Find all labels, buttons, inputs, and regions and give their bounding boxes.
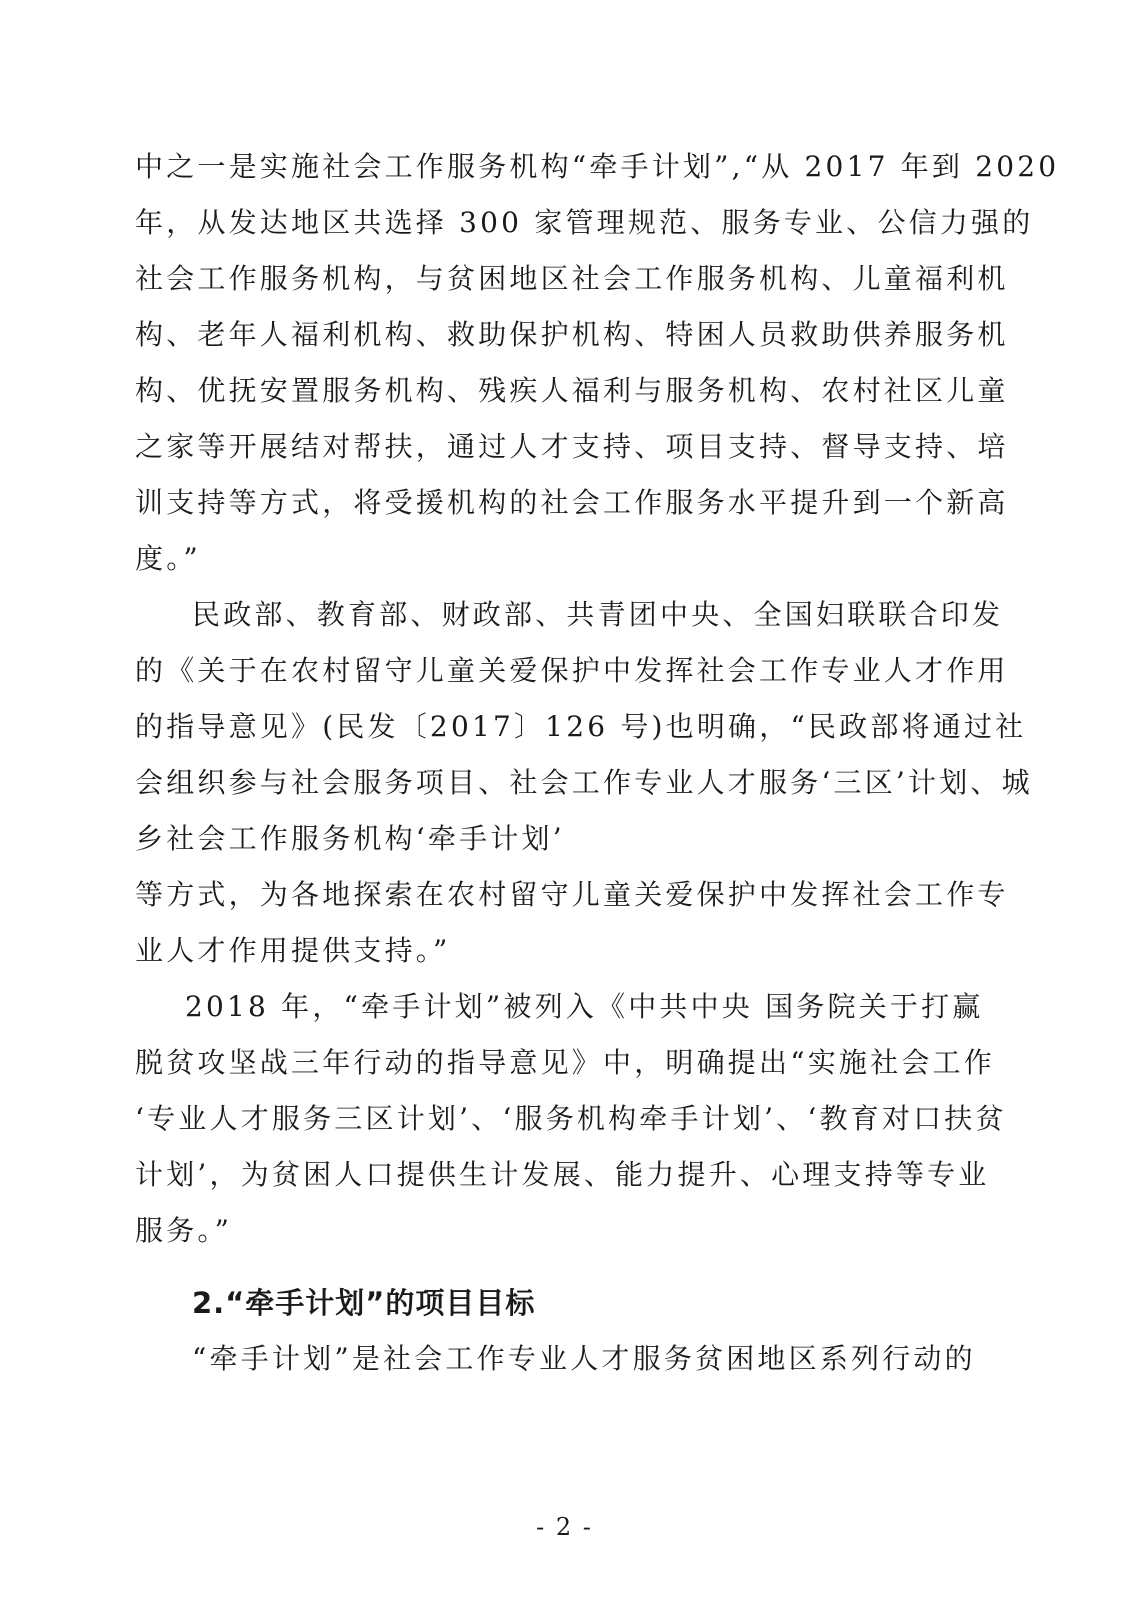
text-line: 度。” — [135, 542, 201, 575]
text-line: 的《关于在农村留守儿童关爱保护中发挥社会工作专业人才作用 — [135, 654, 1009, 687]
text-line: 之家等开展结对帮扶，通过人才支持、项目支持、督导支持、培 — [135, 430, 1009, 463]
text-line: 脱贫攻坚战三年行动的指导意见》中，明确提出“实施社会工作 — [135, 1046, 995, 1079]
text-line: ‘专业人才服务三区计划’、‘服务机构牵手计划’、‘教育对口扶贫 — [135, 1102, 1007, 1135]
section-heading: 2.“牵手计划”的项目目标 — [192, 1286, 536, 1320]
text-line: 等方式，为各地探索在农村留守儿童关爱保护中发挥社会工作专 — [135, 878, 1009, 911]
text-line: “牵手计划”是社会工作专业人才服务贫困地区系列行动的 — [192, 1342, 976, 1375]
text-line: 业人才作用提供支持。” — [135, 934, 451, 967]
text-line: 乡社会工作服务机构‘牵手计划’ — [135, 822, 565, 855]
text-line: 构、优抚安置服务机构、残疾人福利与服务机构、农村社区儿童 — [135, 374, 1009, 407]
text-line: 训支持等方式，将受援机构的社会工作服务水平提升到一个新高 — [135, 486, 1009, 519]
text-line: 年，从发达地区共选择 300 家管理规范、服务专业、公信力强的 — [135, 206, 1034, 239]
text-line: 社会工作服务机构，与贫困地区社会工作服务机构、儿童福利机 — [135, 262, 1009, 295]
text-line: 的指导意见》(民发〔2017〕126 号)也明确，“民政部将通过社 — [135, 710, 1027, 743]
text-line: 服务。” — [135, 1214, 233, 1247]
text-line: 2018 年，“牵手计划”被列入《中共中央 国务院关于打赢 — [185, 990, 984, 1023]
text-line: 会组织参与社会服务项目、社会工作专业人才服务‘三区’计划、城 — [135, 766, 1033, 799]
text-line: 中之一是实施社会工作服务机构“牵手计划”,“从 2017 年到 2020 — [135, 150, 1060, 183]
page-number: - 2 - — [536, 1513, 593, 1541]
text-line: 民政部、教育部、财政部、共青团中央、全国妇联联合印发 — [192, 598, 1004, 631]
text-line: 构、老年人福利机构、救助保护机构、特困人员救助供养服务机 — [135, 318, 1009, 351]
text-line: 计划’，为贫困人口提供生计发展、能力提升、心理支持等专业 — [135, 1158, 990, 1191]
